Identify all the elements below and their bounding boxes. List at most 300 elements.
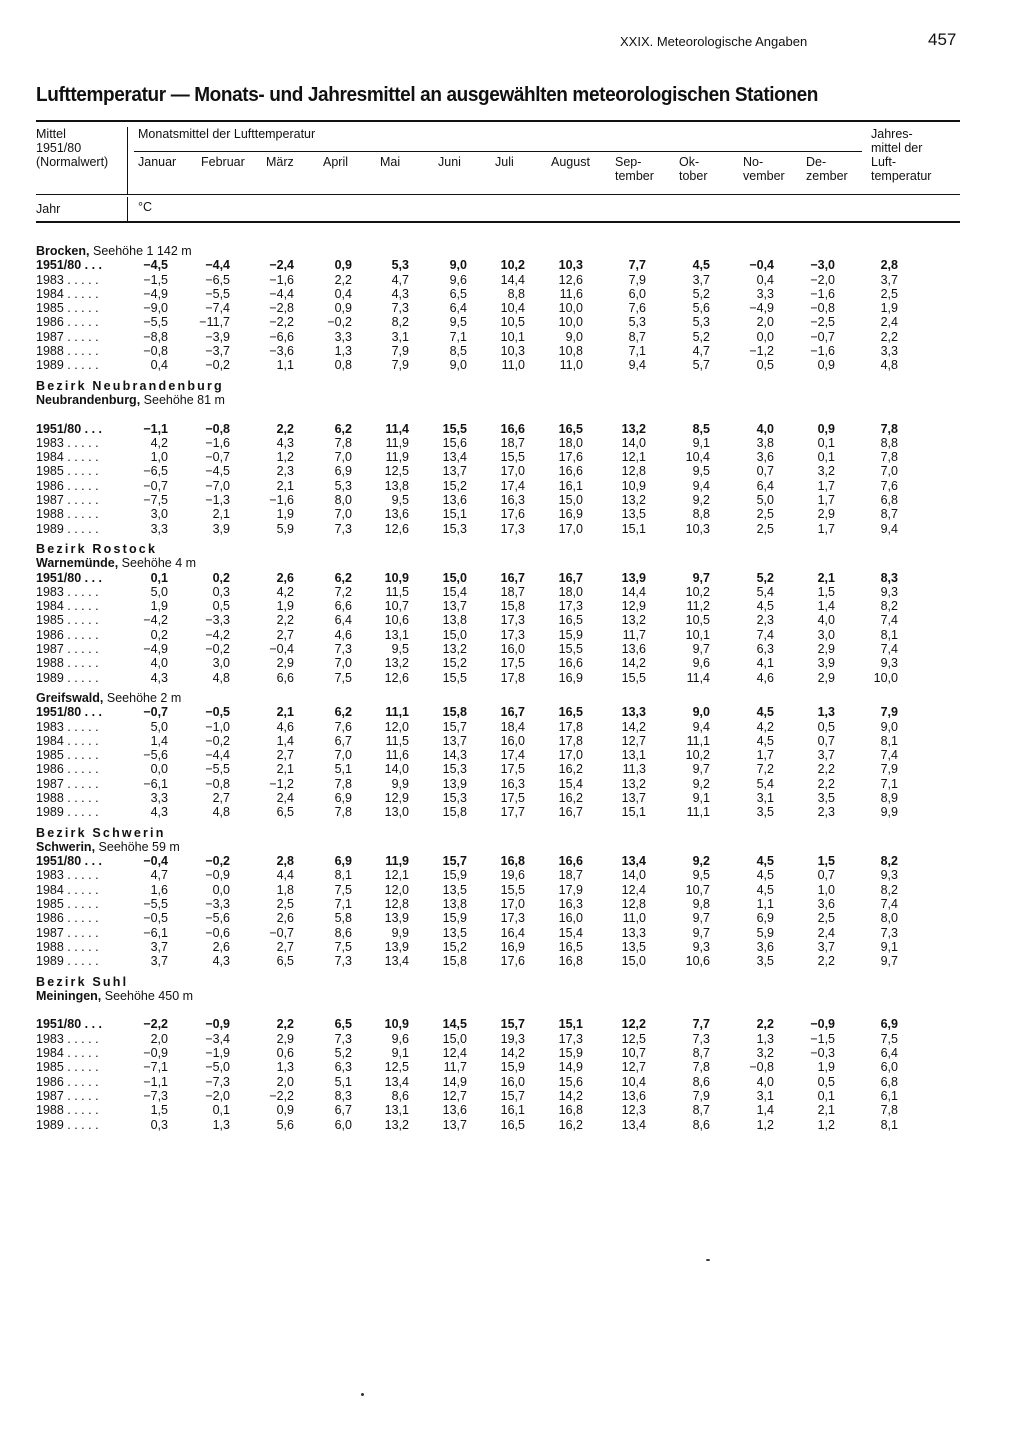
stub-line: (Normalwert) [36,155,109,169]
month-value: 16,3 [500,493,525,508]
month-value: 14,2 [500,1046,525,1061]
month-value: 5,0 [756,493,774,508]
month-value: 8,7 [692,1103,710,1118]
month-value: 1,9 [150,599,168,614]
table-row [36,344,960,358]
month-value: −8,8 [143,329,168,344]
month-value: 6,6 [334,599,352,614]
month-value: −0,7 [205,450,230,465]
month-value: 0,8 [334,358,352,373]
row-label: 1984 . . . . . [36,1046,99,1061]
month-value: 0,9 [334,301,352,316]
month-value: 17,6 [500,954,525,969]
month-value: 0,2 [150,627,168,642]
month-value: 7,6 [628,301,646,316]
month-value: −1,1 [143,421,168,436]
annual-value: 8,7 [880,507,898,522]
annual-value: 10,0 [873,670,898,685]
month-value: 2,2 [817,954,835,969]
month-value: 3,0 [817,627,835,642]
month-value: 16,1 [500,1103,525,1118]
stub-header [36,127,108,169]
header-rule [36,194,960,195]
annual-value: 7,4 [880,897,898,912]
month-value: 9,9 [391,776,409,791]
row-label: 1951/80 . . . [36,705,103,720]
month-value: 10,0 [558,301,583,316]
table-row [36,940,960,954]
month-value: 10,4 [685,450,710,465]
month-value: 15,6 [442,435,467,450]
month-value: 13,7 [621,790,646,805]
table-row [36,1118,960,1132]
month-value: 5,0 [150,584,168,599]
month-value: 9,6 [391,1031,409,1046]
month-value: −0,3 [810,1046,835,1061]
annual-value: 3,3 [880,344,898,359]
row-label: 1986 . . . . . [36,478,99,493]
month-value: 12,0 [384,882,409,897]
month-value: −1,1 [143,1074,168,1089]
month-value: 17,8 [500,670,525,685]
month-value: 13,7 [442,1117,467,1132]
month-value: 13,2 [621,613,646,628]
month-value: 7,8 [692,1060,710,1075]
month-value: 2,5 [756,521,774,536]
row-label: 1985 . . . . . [36,464,99,479]
month-value: 9,3 [692,939,710,954]
month-value: 10,2 [685,584,710,599]
month-value: 10,7 [685,882,710,897]
month-value: −3,0 [810,258,835,273]
month-value: 15,6 [558,1074,583,1089]
row-label: 1951/80 . . . [36,1017,103,1032]
table-row [36,479,960,493]
month-value: 15,0 [442,627,467,642]
month-value: 2,2 [276,421,294,436]
month-header [551,155,590,169]
month-value: 17,3 [500,521,525,536]
table-row [36,1046,960,1060]
month-header-line: Sep- [615,155,642,169]
month-value: 12,7 [442,1088,467,1103]
header-bottom-rule [36,221,960,223]
month-value: 10,8 [558,344,583,359]
month-value: 15,1 [442,507,467,522]
row-label: 1986 . . . . . [36,762,99,777]
month-header-line: zember [806,169,848,183]
month-value: −0,6 [205,925,230,940]
month-value: 16,8 [500,854,525,869]
month-value: 11,9 [385,450,409,465]
station-heading [36,840,960,854]
month-value: 13,9 [384,911,409,926]
month-value: 15,9 [500,1060,525,1075]
station-heading [36,393,960,407]
month-value: 7,0 [334,656,352,671]
month-value: 15,8 [500,599,525,614]
month-value: 1,9 [817,1060,835,1075]
month-value: 2,2 [817,762,835,777]
table-row [36,734,960,748]
month-value: 0,6 [276,1046,294,1061]
month-value: 6,7 [334,733,352,748]
month-value: 9,6 [449,272,467,287]
annual-value: 8,1 [880,1117,898,1132]
month-value: 2,9 [276,656,294,671]
month-value: 13,1 [384,627,409,642]
station-name: Brocken, [36,244,90,258]
month-value: 3,5 [756,954,774,969]
month-value: 12,3 [621,1103,646,1118]
month-value: 7,9 [391,358,409,373]
month-value: −5,5 [143,897,168,912]
month-value: 3,1 [756,1088,774,1103]
station-altitude: Seehöhe 450 m [104,988,194,1003]
table-row [36,493,960,507]
month-value: −1,3 [205,493,230,508]
month-value: 9,0 [692,705,710,720]
month-value: 18,7 [500,435,525,450]
station-heading [36,691,960,705]
month-value: 1,5 [817,584,835,599]
month-value: 5,8 [334,911,352,926]
month-value: 12,8 [384,897,409,912]
month-value: 9,5 [449,315,467,330]
table-row [36,868,960,882]
month-value: −6,6 [269,329,294,344]
month-value: 9,0 [449,258,467,273]
month-header-line: August [551,155,590,169]
month-value: 0,9 [334,258,352,273]
row-label: 1951/80 . . . [36,854,103,869]
month-value: 4,5 [756,868,774,883]
month-value: 7,8 [334,435,352,450]
district-heading: Bezirk Suhl [36,974,129,989]
running-head: XXIX. Meteorologische Angaben [620,34,808,49]
month-value: −0,9 [205,868,230,883]
month-value: 10,0 [558,315,583,330]
month-value: 8,5 [449,344,467,359]
month-value: 10,4 [500,301,525,316]
month-value: 12,5 [384,464,409,479]
month-value: −0,9 [810,1017,835,1032]
month-value: −1,5 [143,272,168,287]
month-value: 9,7 [692,911,710,926]
month-value: −5,5 [205,286,230,301]
month-value: 12,6 [558,272,583,287]
month-value: −4,9 [143,286,168,301]
month-value: 17,3 [500,613,525,628]
table-row [36,436,960,450]
month-value: 15,7 [500,1017,525,1032]
month-value: 18,7 [558,868,583,883]
table-row [36,926,960,940]
month-value: 17,3 [558,599,583,614]
month-value: 15,2 [442,656,467,671]
month-value: 17,0 [500,897,525,912]
month-value: 7,0 [334,748,352,763]
annual-value: 7,3 [880,925,898,940]
annual-value: 8,9 [880,790,898,805]
month-value: 7,8 [334,776,352,791]
month-value: 1,3 [817,705,835,720]
month-value: 2,5 [276,897,294,912]
month-value: 5,4 [756,584,774,599]
annual-value: 9,0 [880,719,898,734]
month-value: 15,4 [558,776,583,791]
month-value: 2,3 [817,805,835,820]
month-value: 15,8 [442,954,467,969]
month-value: −1,2 [749,344,774,359]
month-value: 3,6 [756,939,774,954]
month-value: 1,4 [276,733,294,748]
month-value: 16,2 [558,1117,583,1132]
month-value: 13,8 [384,478,409,493]
month-value: 13,3 [621,925,646,940]
annual-value: 6,9 [880,1017,898,1032]
month-value: 3,7 [692,272,710,287]
month-value: 4,3 [150,805,168,820]
month-value: 13,2 [621,493,646,508]
month-value: 16,2 [558,790,583,805]
month-value: 13,2 [442,642,467,657]
month-value: 3,2 [817,464,835,479]
month-value: 9,7 [692,642,710,657]
month-header-line: Februar [201,155,245,169]
month-value: −6,5 [143,464,168,479]
month-value: 16,7 [500,570,525,585]
stub-line: Mittel [36,127,66,141]
month-header-line: April [323,155,349,169]
month-value: 10,1 [685,627,710,642]
month-value: 16,1 [558,478,583,493]
month-value: 12,8 [621,464,646,479]
station-heading [36,556,960,570]
month-value: 13,2 [621,421,646,436]
month-value: 4,3 [391,286,409,301]
month-value: 5,0 [150,719,168,734]
month-value: 11,0 [622,911,646,926]
month-value: 11,0 [501,358,525,373]
month-value: 2,4 [276,790,294,805]
month-value: 7,1 [334,897,352,912]
month-value: 3,5 [817,790,835,805]
month-value: 2,6 [212,939,230,954]
month-value: 9,9 [391,925,409,940]
station-altitude: Seehöhe 4 m [121,556,197,571]
month-value: 9,7 [692,762,710,777]
month-value: 18,7 [500,584,525,599]
month-value: 13,9 [442,776,467,791]
station-block [36,969,960,1132]
annual-line: Jahres- [871,127,913,141]
month-value: 1,7 [817,478,835,493]
month-value: 2,8 [276,854,294,869]
row-label: 1989 . . . . . [36,670,99,685]
month-value: −2,5 [810,315,835,330]
month-value: 12,2 [621,1017,646,1032]
station-block [36,244,960,373]
month-value: 4,5 [756,733,774,748]
month-value: 10,7 [621,1046,646,1061]
annual-value: 8,3 [880,570,898,585]
month-value: −0,8 [143,344,168,359]
month-value: 13,5 [442,882,467,897]
table-row [36,705,960,719]
month-value: 1,9 [276,599,294,614]
month-value: 13,7 [442,464,467,479]
month-value: 12,7 [621,733,646,748]
month-value: −1,6 [810,286,835,301]
month-value: 2,0 [756,315,774,330]
month-value: 14,9 [442,1074,467,1089]
station-block [36,685,960,820]
annual-value: 8,8 [880,435,898,450]
row-label: 1988 . . . . . [36,344,99,359]
month-value: 16,5 [558,421,583,436]
month-value: −4,2 [205,627,230,642]
row-label: 1987 . . . . . [36,1088,99,1103]
month-value: 10,9 [621,478,646,493]
annual-value: 9,7 [880,954,898,969]
month-value: 7,3 [391,301,409,316]
month-value: 8,1 [334,868,352,883]
month-value: 0,5 [817,719,835,734]
month-value: 15,1 [558,1017,583,1032]
table-row [36,585,960,599]
month-value: −0,7 [143,705,168,720]
annual-line: temperatur [871,169,932,183]
month-value: 10,6 [685,954,710,969]
month-value: 10,3 [685,521,710,536]
month-value: 5,1 [334,762,352,777]
month-header-line: Juli [495,155,514,169]
month-value: 17,8 [558,719,583,734]
month-value: 16,4 [500,925,525,940]
month-value: 4,6 [756,670,774,685]
month-value: 15,8 [442,705,467,720]
month-value: 5,3 [692,315,710,330]
annual-value: 6,8 [880,1074,898,1089]
month-value: 4,7 [391,272,409,287]
annual-value: 6,1 [880,1088,898,1103]
month-value: 3,2 [756,1046,774,1061]
vertical-divider [127,127,128,194]
month-value: 9,1 [692,435,710,450]
month-value: 11,1 [385,705,409,720]
month-value: 12,1 [621,450,646,465]
month-value: −1,0 [205,719,230,734]
month-value: −5,5 [205,762,230,777]
month-value: 0,7 [756,464,774,479]
table-row [36,1103,960,1117]
month-value: 12,9 [384,790,409,805]
month-value: 0,4 [756,272,774,287]
month-value: 17,6 [500,507,525,522]
month-value: 16,7 [500,705,525,720]
month-value: −0,4 [749,258,774,273]
month-value: 4,5 [756,854,774,869]
month-value: 14,0 [621,868,646,883]
month-value: 18,0 [558,584,583,599]
month-value: 10,4 [621,1074,646,1089]
table-row [36,854,960,868]
month-value: 13,6 [442,1103,467,1118]
month-value: 1,6 [150,882,168,897]
month-value: 0,1 [817,1088,835,1103]
month-header-line: März [266,155,294,169]
month-value: 4,8 [212,670,230,685]
table-row [36,1032,960,1046]
month-value: 11,3 [622,762,646,777]
month-value: 6,6 [276,670,294,685]
annual-value: 7,8 [880,421,898,436]
month-value: −0,2 [327,315,352,330]
month-value: 17,6 [558,450,583,465]
row-label: 1951/80 . . . [36,570,103,585]
annual-value: 2,8 [880,258,898,273]
month-value: 1,1 [276,358,294,373]
month-value: 4,5 [692,258,710,273]
month-value: 14,0 [384,762,409,777]
annual-value: 9,9 [880,805,898,820]
month-value: 9,2 [692,776,710,791]
month-value: 11,5 [385,733,409,748]
month-value: 5,3 [391,258,409,273]
table-row [36,358,960,372]
row-label: 1951/80 . . . [36,421,103,436]
month-value: 13,6 [442,493,467,508]
month-value: 5,6 [692,301,710,316]
month-header-line: De- [806,155,827,169]
month-value: 1,0 [817,882,835,897]
month-value: 4,5 [756,705,774,720]
month-value: 9,7 [692,925,710,940]
month-value: −2,0 [205,1088,230,1103]
month-header-line: tember [615,169,654,183]
month-value: 6,5 [276,954,294,969]
month-value: 13,9 [621,570,646,585]
data-table [36,244,960,1132]
month-value: 9,1 [391,1046,409,1061]
month-header [679,155,708,183]
month-value: 9,5 [692,464,710,479]
station-altitude: Seehöhe 81 m [143,392,225,407]
month-value: 13,3 [621,705,646,720]
month-value: 1,8 [276,882,294,897]
month-value: 15,9 [558,627,583,642]
row-label: 1985 . . . . . [36,1060,99,1075]
month-value: 16,7 [558,805,583,820]
row-label: 1983 . . . . . [36,1031,99,1046]
row-label: 1985 . . . . . [36,613,99,628]
vertical-divider [127,197,128,221]
month-value: 7,5 [334,670,352,685]
month-value: −4,9 [749,301,774,316]
month-value: 19,3 [500,1031,525,1046]
month-value: 4,5 [756,882,774,897]
month-value: 16,3 [558,897,583,912]
month-value: 2,9 [276,1031,294,1046]
month-value: 0,3 [212,584,230,599]
month-value: 13,6 [384,507,409,522]
month-value: 5,3 [334,478,352,493]
annual-value: 2,4 [880,315,898,330]
month-value: 3,5 [756,805,774,820]
month-value: 12,1 [384,868,409,883]
annual-value: 9,4 [880,521,898,536]
